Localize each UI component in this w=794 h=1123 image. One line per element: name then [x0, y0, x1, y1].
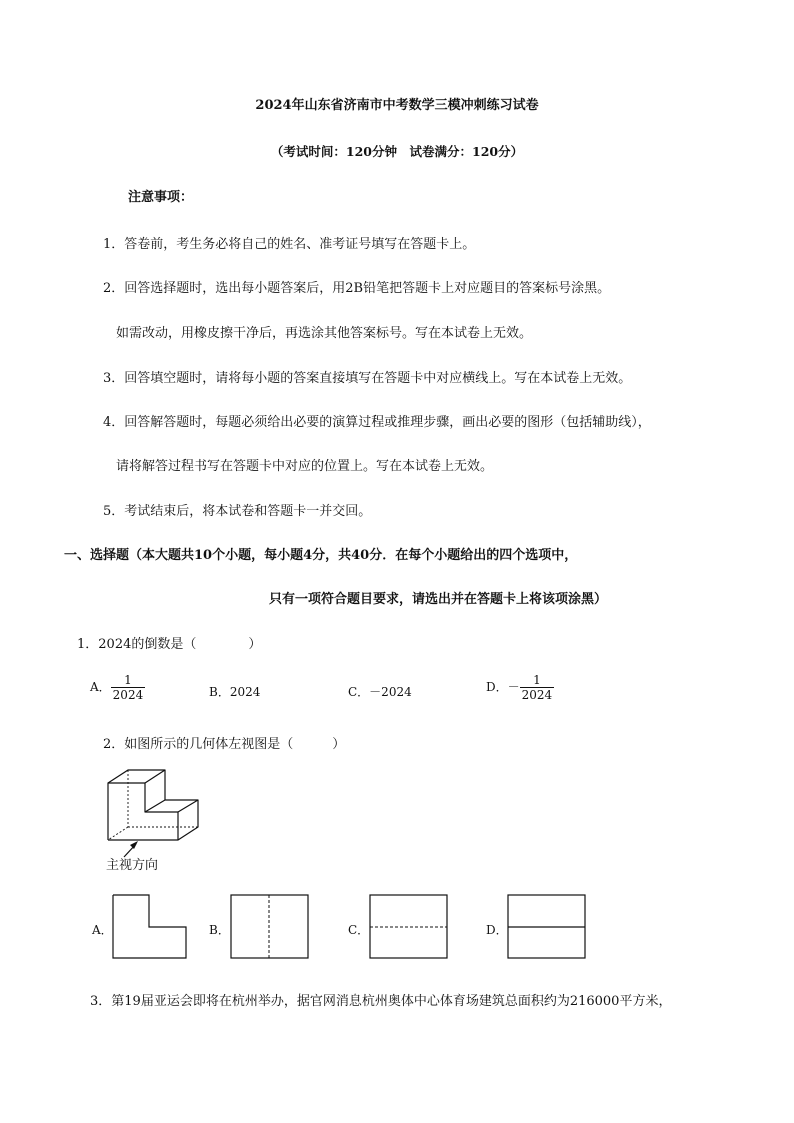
- exam-title: 2024年山东省济南市中考数学三模冲刺练习试卷: [255, 98, 539, 113]
- q2-option-a-label: A．: [92, 923, 113, 937]
- q3-stem: 3．第19届亚运会即将在杭州举办，据官网消息杭州奥体中心体育场建筑总面积约为216000平方米，: [90, 994, 672, 1009]
- q1-option-a-label: A．: [90, 680, 111, 694]
- notice-item-5: 5．考试结束后，将本试卷和答题卡一并交回。: [103, 504, 372, 519]
- section1-heading: 一、选择题（本大题共10个小题，每小题4分，共40分．在每个小题给出的四个选项中，: [64, 548, 578, 563]
- q2-stem: 2．如图所示的几何体左视图是（ ）: [103, 737, 346, 752]
- notice-item-2: 2．回答选择题时，选出每小题答案后，用2B铅笔把答题卡上对应题目的答案标号涂黑。: [103, 281, 611, 296]
- q1-option-a-fraction: [111, 673, 146, 702]
- notice-item-4-cont: 请将解答过程书写在答题卡中对应的位置上。写在本试卷上无效。: [116, 459, 494, 474]
- notice-item-2-cont: 如需改动，用橡皮擦干净后，再选涂其他答案标号。写在本试卷上无效。: [116, 326, 533, 341]
- notice-item-1: 1．答卷前，考生务必将自己的姓名、准考证号填写在答题卡上。: [103, 237, 476, 252]
- notice-heading: 注意事项：: [128, 190, 194, 205]
- q2-option-d-figure: [507, 894, 587, 960]
- q2-option-c-label: C．: [348, 923, 370, 937]
- q1-option-a-numerator: 1: [124, 673, 132, 687]
- q1-option-d: [486, 673, 554, 702]
- q1-option-d-numerator: 1: [533, 673, 541, 687]
- q2-option-b-label: B．: [209, 923, 230, 937]
- q2-option-c-figure: [369, 894, 449, 960]
- direction-label: 主视方向: [106, 858, 159, 873]
- q2-option-d-label: D．: [486, 923, 508, 937]
- q1-option-a: [90, 673, 145, 702]
- q1-option-d-label: D．－: [486, 680, 520, 694]
- q1-option-c: C．－2024: [348, 685, 412, 699]
- q2-option-a-figure: [112, 894, 188, 960]
- section1-heading-cont: 只有一项符合题目要求，请选出并在答题卡上将该项涂黑）: [269, 592, 608, 607]
- q1-stem: 1．2024的倒数是（ ）: [77, 637, 262, 652]
- q2-option-b-figure: [230, 894, 310, 960]
- notice-item-3: 3．回答填空题时，请将每小题的答案直接填写在答题卡中对应横线上。写在本试卷上无效。: [103, 371, 632, 386]
- q1-option-b: B．2024: [209, 685, 261, 699]
- direction-arrow-head: [130, 841, 138, 849]
- notice-item-4: 4．回答解答题时，每题必须给出必要的演算过程或推理步骤，画出必要的图形（包括辅助线），: [103, 415, 651, 430]
- q1-option-d-denominator: 2024: [521, 688, 553, 702]
- q1-option-a-denominator: 2024: [112, 688, 144, 702]
- exam-subtitle: （考试时间：120分钟 试卷满分：120分）: [270, 144, 524, 159]
- q1-option-d-fraction: [520, 673, 555, 702]
